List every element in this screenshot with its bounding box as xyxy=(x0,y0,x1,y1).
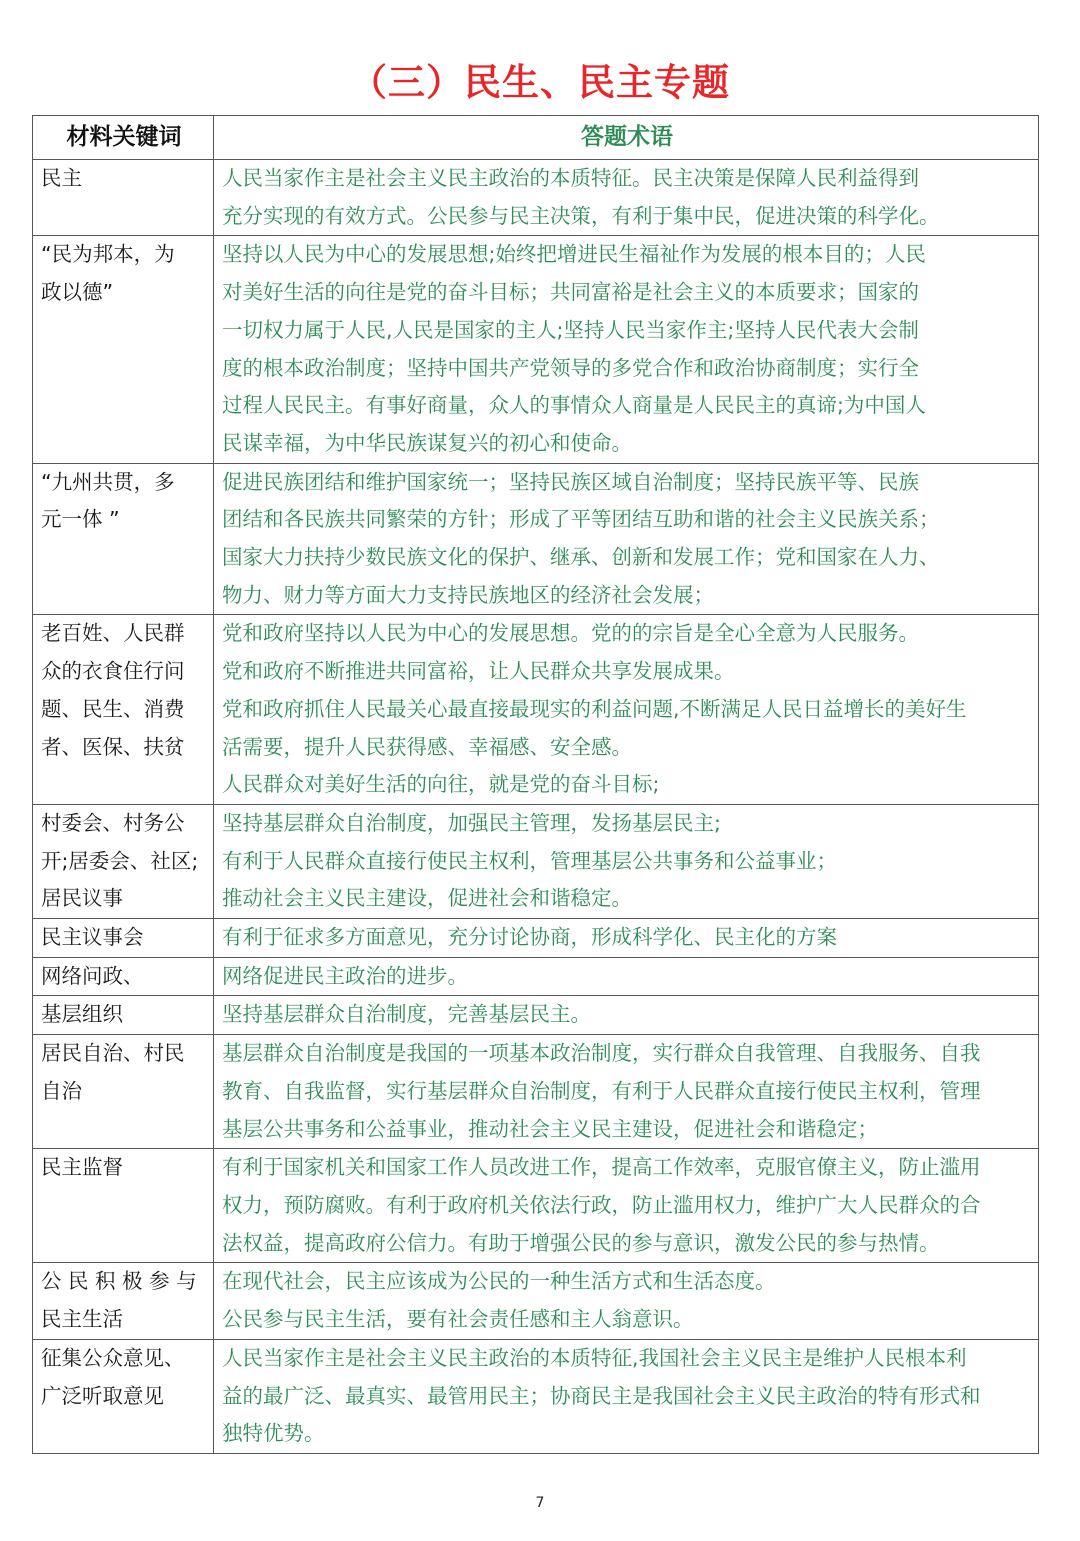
table-header-row xyxy=(33,116,1039,160)
answer-line: 物力、财力等方面大力支持民族地区的经济社会发展； xyxy=(222,582,714,607)
answer-line: 度的根本政治制度；坚持中国共产党领导的多党合作和政治协商制度；实行全 xyxy=(222,355,919,380)
table-row xyxy=(33,1263,1039,1339)
keyword-line: 题、民生、消费 xyxy=(41,696,185,721)
keyword-line: 民主监督 xyxy=(41,1155,123,1180)
table-row xyxy=(33,996,1039,1035)
keyword-line: 居民自治、村民 xyxy=(41,1041,185,1066)
table-body xyxy=(33,116,1039,1454)
answer-line: 充分实现的有效方式。公民参与民主决策，有利于集中民，促进决策的科学化。 xyxy=(222,203,940,228)
keyword-cell xyxy=(33,919,214,958)
keyword-cell xyxy=(33,957,214,996)
answer-line: 权力，预防腐败。有利于政府机关依法行政，防止滥用权力，维护广大人民群众的合 xyxy=(222,1192,981,1217)
keyword-line: 众的衣食住行问 xyxy=(41,659,185,684)
answer-cell xyxy=(214,957,1039,996)
keyword-cell xyxy=(33,1263,214,1339)
answer-cell xyxy=(214,996,1039,1035)
table-row xyxy=(33,160,1039,236)
keyword-cell xyxy=(33,236,214,463)
keyword-line: 民主议事会 xyxy=(41,925,144,950)
table-row xyxy=(33,236,1039,463)
page-number: 7 xyxy=(535,1495,545,1511)
keyword-line: “民为邦本，为 xyxy=(41,242,175,267)
answer-line: 坚持基层群众自治制度，完善基层民主。 xyxy=(222,1002,591,1027)
keyword-line: 网络问政、 xyxy=(41,963,144,988)
keyword-line: 自治 xyxy=(41,1078,82,1103)
keyword-cell xyxy=(33,1339,214,1453)
table-row xyxy=(33,463,1039,615)
keyword-cell xyxy=(33,1035,214,1149)
answer-line: 基层群众自治制度是我国的一项基本政治制度，实行群众自我管理、自我服务、自我 xyxy=(222,1041,981,1066)
terms-table xyxy=(32,115,1039,1454)
answer-line: 人民群众对美好生活的向往，就是党的奋斗目标; xyxy=(222,772,660,797)
answer-line: 国家大力扶持少数民族文化的保护、继承、创新和发展工作；党和国家在人力、 xyxy=(222,545,940,570)
answer-line: 人民当家作主是社会主义民主政治的本质特征。民主决策是保障人民利益得到 xyxy=(222,166,919,190)
answer-cell xyxy=(214,1263,1039,1339)
answer-line: 党和政府不断推进共同富裕，让人民群众共享发展成果。 xyxy=(222,659,735,684)
answer-line: 一切权力属于人民,人民是国家的主人;坚持人民当家作主;坚持人民代表大会制 xyxy=(222,317,919,342)
keyword-cell xyxy=(33,996,214,1035)
answer-line: 法权益，提高政府公信力。有助于增强公民的参与意识，激发公民的参与热情。 xyxy=(222,1230,940,1255)
answer-line: 人民当家作主是社会主义民主政治的本质特征,我国社会主义民主是维护人民根本利 xyxy=(222,1345,967,1370)
keyword-cell xyxy=(33,804,214,918)
answer-line: 网络促进民主政治的进步。 xyxy=(222,963,468,988)
table-row xyxy=(33,1035,1039,1149)
table-row xyxy=(33,957,1039,996)
answer-line: 公民参与民主生活，要有社会责任感和主人翁意识。 xyxy=(222,1307,694,1332)
answer-cell xyxy=(214,804,1039,918)
table-row xyxy=(33,1149,1039,1263)
header-answer: 答题术语 xyxy=(214,116,1039,160)
table-row xyxy=(33,1339,1039,1453)
keyword-cell xyxy=(33,1149,214,1263)
keyword-cell xyxy=(33,160,214,236)
keyword-line: 征集公众意见、 xyxy=(41,1345,185,1370)
answer-line: 推动社会主义民主建设，促进社会和谐稳定。 xyxy=(222,886,632,911)
answer-line: 在现代社会，民主应该成为公民的一种生活方式和生活态度。 xyxy=(222,1269,776,1294)
answer-line: 团结和各民族共同繁荣的方针；形成了平等团结互助和谐的社会主义民族关系； xyxy=(222,507,940,532)
keyword-line: 民主生活 xyxy=(41,1307,123,1332)
answer-cell xyxy=(214,1149,1039,1263)
keyword-line: 者、医保、扶贫 xyxy=(41,734,185,759)
answer-line: 坚持基层群众自治制度，加强民主管理，发扬基层民主; xyxy=(222,810,721,835)
keyword-line: 老百姓、人民群 xyxy=(41,621,185,646)
keyword-cell xyxy=(33,463,214,615)
answer-cell xyxy=(214,1339,1039,1453)
answer-line: 促进民族团结和维护国家统一；坚持民族区域自治制度；坚持民族平等、民族 xyxy=(222,469,919,494)
answer-line: 独特优势。 xyxy=(222,1421,325,1446)
table-row xyxy=(33,919,1039,958)
keyword-line: 广泛听取意见 xyxy=(41,1383,164,1408)
keyword-line: 开;居委会、社区; xyxy=(41,848,199,873)
answer-line: 有利于人民群众直接行使民主权利，管理基层公共事务和公益事业； xyxy=(222,848,837,873)
keyword-line: 民主 xyxy=(41,166,82,190)
answer-line: 活需要，提升人民获得感、幸福感、安全感。 xyxy=(222,734,632,759)
answer-cell xyxy=(214,1035,1039,1149)
answer-line: 党和政府抓住人民最关心最直接最现实的利益问题,不断满足人民日益增长的美好生 xyxy=(222,696,967,721)
keyword-line: 政以德” xyxy=(41,280,114,305)
answer-cell xyxy=(214,463,1039,615)
answer-line: 有利于征求多方面意见，充分讨论协商，形成科学化、民主化的方案 xyxy=(222,925,837,950)
answer-line: 对美好生活的向往是党的奋斗目标；共同富裕是社会主义的本质要求；国家的 xyxy=(222,280,919,305)
keyword-line: 公 民 积 极 参 与 xyxy=(41,1269,197,1294)
keyword-line: 基层组织 xyxy=(41,1002,123,1027)
keyword-line: “九州共贯，多 xyxy=(41,469,175,494)
answer-line: 过程人民民主。有事好商量，众人的事情众人商量是人民民主的真谛;为中国人 xyxy=(222,393,926,418)
answer-cell xyxy=(214,160,1039,236)
answer-line: 益的最广泛、最真实、最管用民主；协商民主是我国社会主义民主政治的特有形式和 xyxy=(222,1383,981,1408)
table-row xyxy=(33,804,1039,918)
keyword-line: 居民议事 xyxy=(41,886,123,911)
answer-cell xyxy=(214,919,1039,958)
answer-cell xyxy=(214,236,1039,463)
table-row xyxy=(33,615,1039,805)
answer-cell xyxy=(214,615,1039,805)
answer-line: 党和政府坚持以人民为中心的发展思想。党的的宗旨是全心全意为人民服务。 xyxy=(222,621,919,646)
answer-line: 基层公共事务和公益事业，推动社会主义民主建设，促进社会和谐稳定； xyxy=(222,1116,878,1141)
answer-line: 有利于国家机关和国家工作人员改进工作，提高工作效率，克服官僚主义，防止滥用 xyxy=(222,1155,981,1180)
answer-line: 坚持以人民为中心的发展思想;始终把增进民生福祉作为发展的根本目的；人民 xyxy=(222,242,926,267)
page-title: （三）民生、民主专题 xyxy=(350,61,730,104)
keyword-line: 元一体 ” xyxy=(41,507,120,532)
answer-line: 民谋幸福，为中华民族谋复兴的初心和使命。 xyxy=(222,430,632,455)
keyword-cell xyxy=(33,615,214,805)
answer-line: 教育、自我监督，实行基层群众自治制度，有利于人民群众直接行使民主权利，管理 xyxy=(222,1078,981,1103)
header-keyword: 材料关键词 xyxy=(33,116,214,160)
keyword-line: 村委会、村务公 xyxy=(41,810,185,835)
